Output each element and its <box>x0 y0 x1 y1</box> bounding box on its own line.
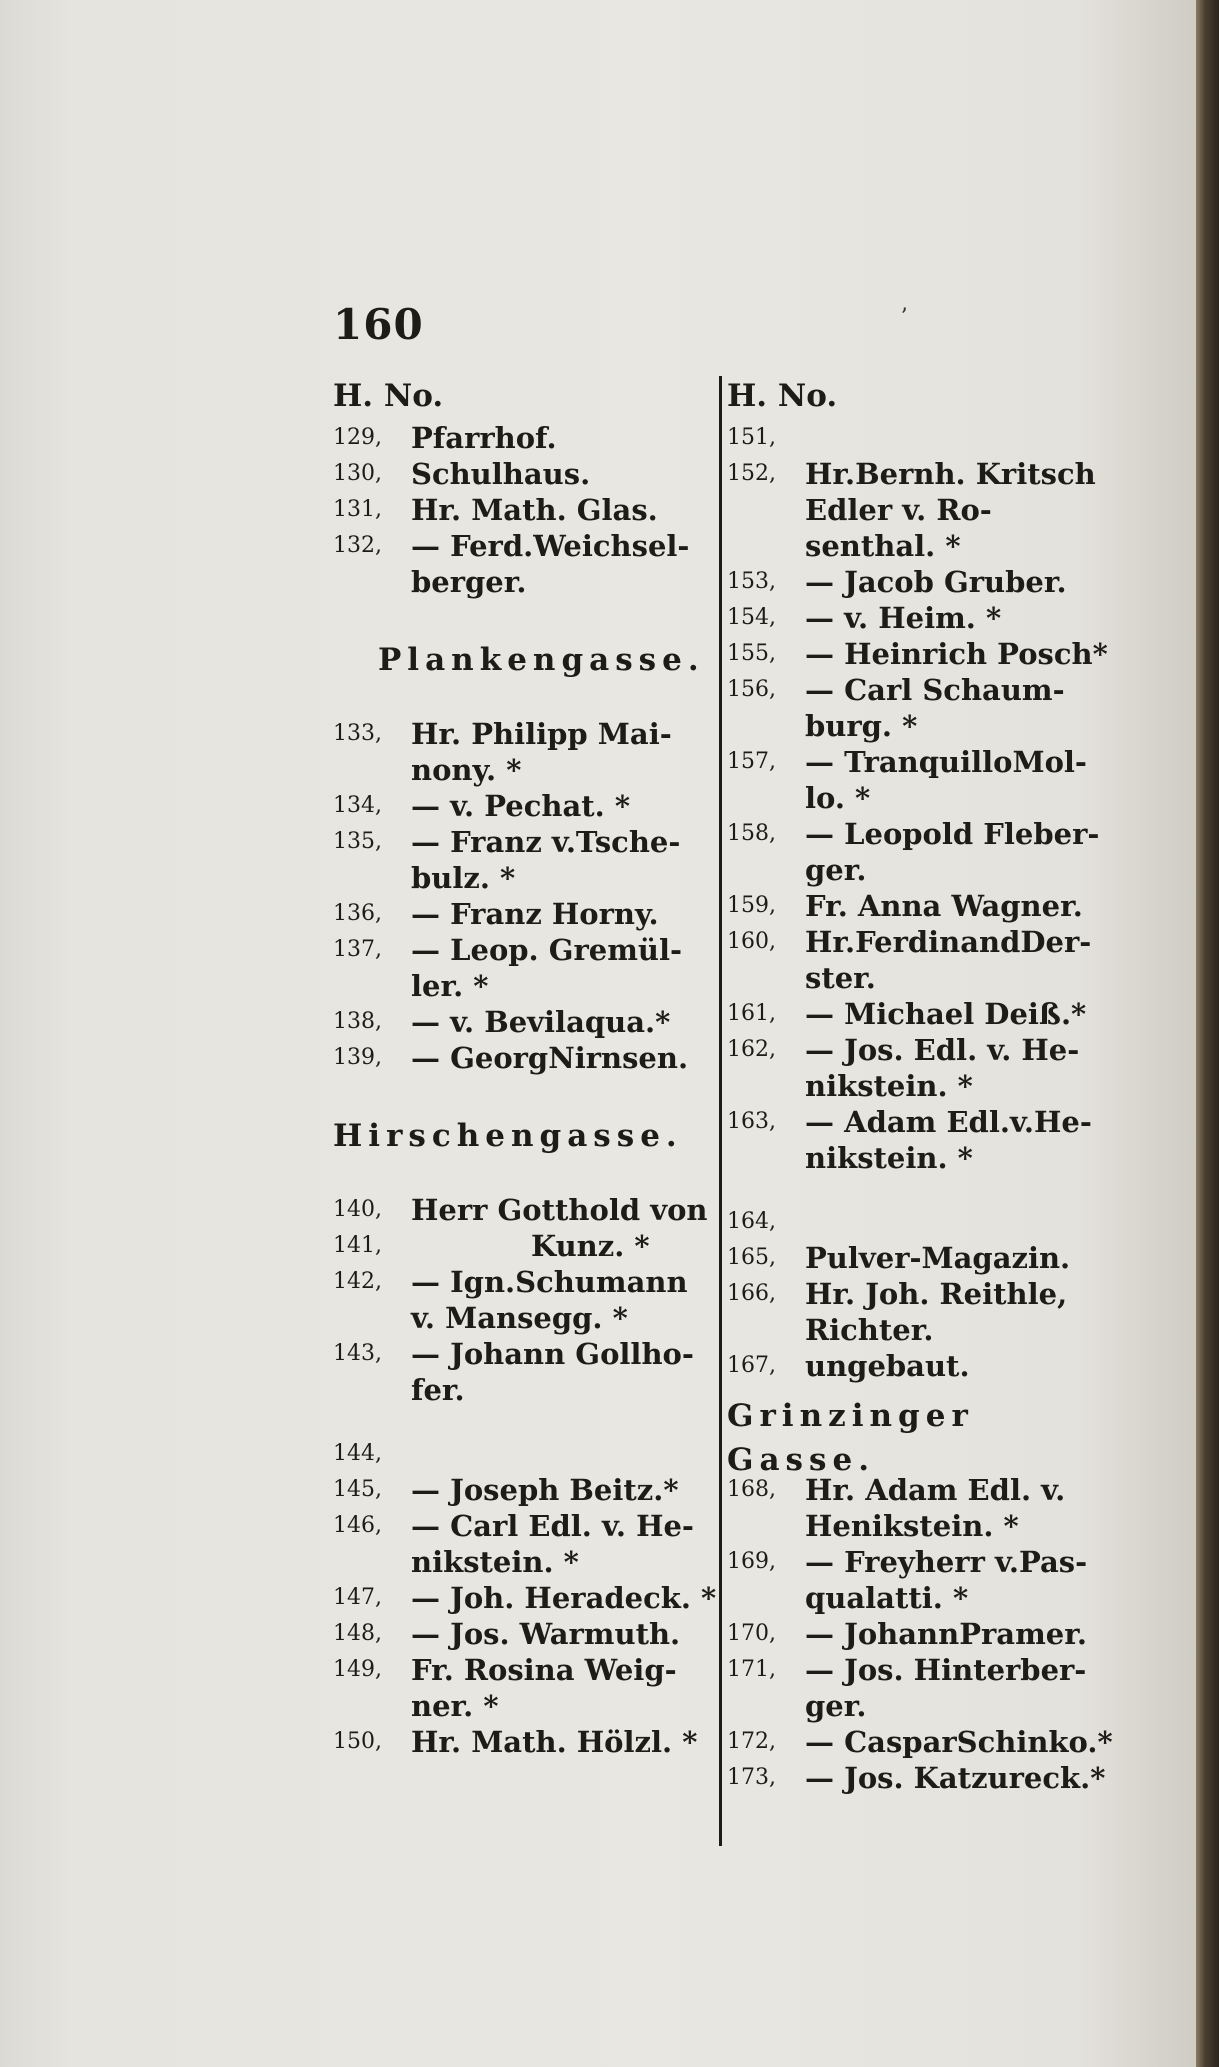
list-item: 163, — Adam Edl.v.He- <box>727 1105 1092 1139</box>
right-column-header: H. No. <box>727 378 838 414</box>
list-item-continuation: ler. * <box>411 969 489 1003</box>
list-item: 147, — Joh. Heradeck. * <box>333 1581 717 1615</box>
list-item-continuation: nikstein. * <box>805 1069 973 1103</box>
book-spine <box>1196 0 1219 2067</box>
list-item-continuation: fer. <box>411 1373 465 1407</box>
list-item: 150, Hr. Math. Hölzl. * <box>333 1725 698 1759</box>
left-column-header: H. No. <box>333 378 444 414</box>
right-column <box>727 376 1127 1796</box>
list-item: 155, — Heinrich Posch* <box>727 637 1108 671</box>
section-heading-plankengasse: Plankengasse. <box>378 642 705 678</box>
list-item-continuation: berger. <box>411 565 527 599</box>
list-item-continuation: Edler v. Ro- <box>805 493 992 527</box>
list-item: 161, — Michael Deiß.* <box>727 997 1087 1031</box>
list-item-continuation: v. Mansegg. * <box>411 1301 628 1335</box>
list-item: 157, — TranquilloMol- <box>727 745 1087 779</box>
right-entries-b <box>727 1472 1127 1796</box>
list-item: 170, — JohannPramer. <box>727 1617 1087 1651</box>
list-item: 156, — Carl Schaum- <box>727 673 1065 707</box>
list-item: 172, — CasparSchinko.* <box>727 1725 1113 1759</box>
left-column <box>333 376 718 1760</box>
list-item: 140, Herr Gotthold von <box>333 1193 708 1227</box>
right-entries-a <box>727 420 1127 1384</box>
list-item: 169, — Freyherr v.Pas- <box>727 1545 1088 1579</box>
list-item-continuation: nikstein. * <box>411 1545 579 1579</box>
list-item: 137, — Leop. Gremül- <box>333 933 683 967</box>
list-item: 144, <box>333 1441 382 1466</box>
list-item: 130, Schulhaus. <box>333 457 591 491</box>
list-item: 159, Fr. Anna Wagner. <box>727 889 1083 923</box>
ink-speck: ʼ <box>900 305 907 330</box>
left-entries-b <box>333 716 718 1076</box>
list-item-continuation: bulz. * <box>411 861 516 895</box>
list-item: 168, Hr. Adam Edl. v. <box>727 1473 1066 1507</box>
list-item: 135, — Franz v.Tsche- <box>333 825 681 859</box>
list-item: 132, — Ferd.Weichsel- <box>333 529 690 563</box>
list-item: 152, Hr.Bernh. Kritsch <box>727 457 1096 491</box>
section-heading-grinzinger-gasse: Grinzinger Gasse. <box>727 1398 974 1478</box>
list-item-continuation: ger. <box>805 1689 867 1723</box>
list-item-continuation: ner. * <box>411 1689 499 1723</box>
left-entries-c <box>333 1192 718 1760</box>
list-item-continuation: burg. * <box>805 709 918 743</box>
list-item-continuation: nony. * <box>411 753 522 787</box>
list-item: 131, Hr. Math. Glas. <box>333 493 658 527</box>
list-item: 133, Hr. Philipp Mai- <box>333 717 672 751</box>
list-item: 139, — GeorgNirnsen. <box>333 1041 689 1075</box>
list-item: 158, — Leopold Fleber- <box>727 817 1100 851</box>
list-item-continuation: Henikstein. * <box>805 1509 1019 1543</box>
list-item: 142, — Ign.Schumann <box>333 1265 688 1299</box>
list-item-continuation: ster. <box>805 961 876 995</box>
list-item: 160, Hr.FerdinandDer- <box>727 925 1092 959</box>
list-item: 138, — v. Bevilaqua.* <box>333 1005 671 1039</box>
list-item: 136, — Franz Horny. <box>333 897 659 931</box>
section-heading-hirschengasse: Hirschengasse. <box>333 1118 683 1154</box>
list-item: 167, ungebaut. <box>727 1349 970 1383</box>
list-item-continuation: nikstein. * <box>805 1141 973 1175</box>
list-item-continuation: lo. * <box>805 781 871 815</box>
list-item: 154, — v. Heim. * <box>727 601 1002 635</box>
left-entries-a <box>333 420 718 600</box>
list-item: 153, — Jacob Gruber. <box>727 565 1067 599</box>
list-item: 145, — Joseph Beitz.* <box>333 1473 679 1507</box>
list-item: 129, Pfarrhof. <box>333 421 557 455</box>
list-item-continuation: ger. <box>805 853 867 887</box>
spacer <box>333 1408 718 1436</box>
list-item: 151, <box>727 425 776 450</box>
list-item: 148, — Jos. Warmuth. <box>333 1617 681 1651</box>
list-item-continuation: senthal. * <box>805 529 961 563</box>
list-item-continuation: qualatti. * <box>805 1581 969 1615</box>
list-item: 173, — Jos. Katzureck.* <box>727 1761 1106 1795</box>
list-item: 143, — Johann Gollho- <box>333 1337 694 1371</box>
list-item: 165, Pulver-Magazin. <box>727 1241 1071 1275</box>
page-number: 160 <box>333 300 424 349</box>
list-item: 134, — v. Pechat. * <box>333 789 630 823</box>
list-item: 166, Hr. Joh. Reithle, <box>727 1277 1068 1311</box>
list-item: 164, <box>727 1209 776 1234</box>
list-item: 141, Kunz. * <box>333 1229 650 1263</box>
column-divider <box>719 376 722 1846</box>
list-item: 146, — Carl Edl. v. He- <box>333 1509 694 1543</box>
list-item: 171, — Jos. Hinterber- <box>727 1653 1087 1687</box>
spacer <box>727 1176 1127 1204</box>
list-item: 149, Fr. Rosina Weig- <box>333 1653 677 1687</box>
list-item: 162, — Jos. Edl. v. He- <box>727 1033 1080 1067</box>
list-item-continuation: Richter. <box>805 1313 934 1347</box>
